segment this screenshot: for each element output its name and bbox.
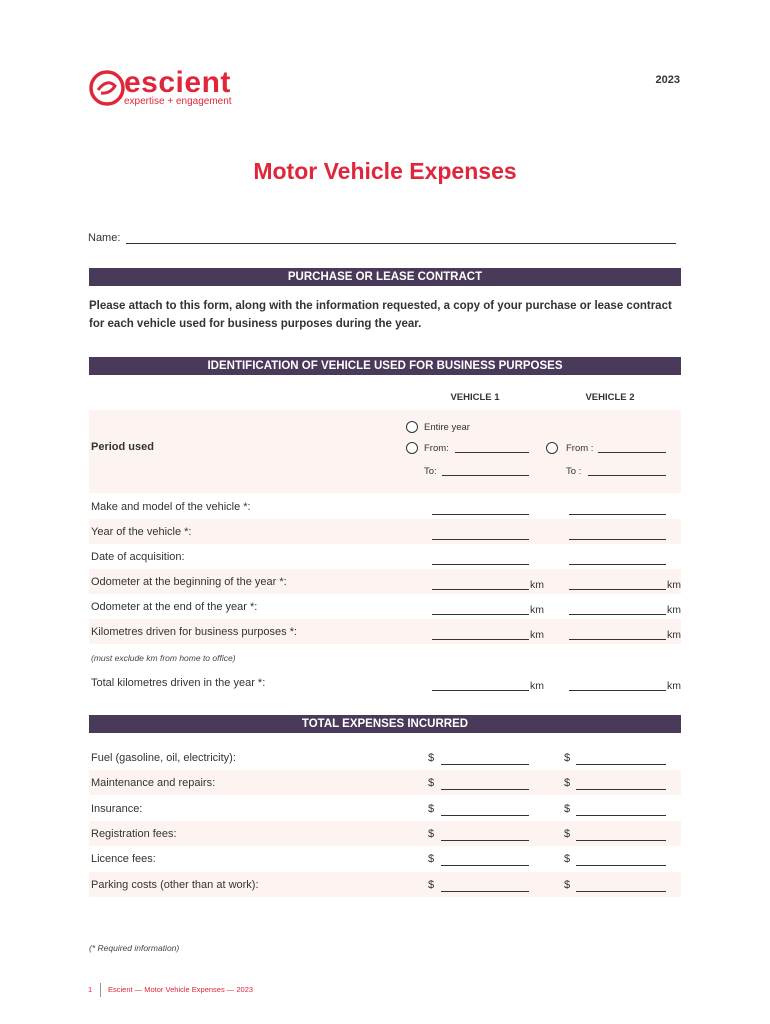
name-label: Name:	[88, 232, 121, 244]
vehicle2-currency-symbol: $	[564, 752, 571, 764]
vehicle1-currency-symbol: $	[428, 853, 435, 865]
vehicle-detail-label: Odometer at the end of the year *:	[91, 601, 258, 613]
vehicle2-detail-field[interactable]	[569, 539, 666, 540]
vehicle2-to-field[interactable]	[588, 475, 666, 476]
period-used-label: Period used	[91, 441, 154, 453]
entire-year-radio[interactable]	[406, 421, 418, 433]
purchase-instructions: Please attach to this form, along with the information requested, a copy of your purchase or lease contract for each vehicle used for business purposes during the year.	[89, 300, 672, 330]
vehicle-detail-label: Make and model of the vehicle *:	[91, 501, 251, 513]
vehicle1-detail-field[interactable]	[432, 589, 529, 590]
required-footnote: (* Required information)	[89, 943, 180, 953]
vehicle1-to-field[interactable]	[442, 475, 529, 476]
vehicle1-expense-field[interactable]	[441, 891, 529, 892]
vehicle2-detail-field[interactable]	[569, 564, 666, 565]
vehicle2-column-header: VEHICLE 2	[585, 392, 635, 403]
expense-label: Parking costs (other than at work):	[91, 879, 259, 891]
vehicle2-currency-symbol: $	[564, 777, 571, 789]
escient-logo-icon	[88, 68, 126, 108]
vehicle1-expense-field[interactable]	[441, 764, 529, 765]
expense-row	[89, 821, 681, 846]
vehicle1-detail-field[interactable]	[432, 564, 529, 565]
identification-section-heading: IDENTIFICATION OF VEHICLE USED FOR BUSINESS PURPOSES	[89, 357, 681, 375]
vehicle2-expense-field[interactable]	[576, 789, 666, 790]
brand-name: escient	[124, 66, 231, 99]
vehicle2-total-km-field[interactable]	[569, 690, 666, 691]
vehicle2-detail-unit: km	[667, 579, 681, 591]
vehicle-detail-label: Odometer at the beginning of the year *:	[91, 576, 287, 588]
vehicle2-detail-field[interactable]	[569, 614, 666, 615]
vehicle2-detail-unit: km	[667, 629, 681, 641]
vehicle2-from-radio[interactable]	[546, 442, 558, 454]
vehicle1-column-header: VEHICLE 1	[450, 392, 500, 403]
purchase-section-heading: PURCHASE OR LEASE CONTRACT	[89, 268, 681, 286]
vehicle2-detail-field[interactable]	[569, 639, 666, 640]
vehicle2-detail-field[interactable]	[569, 589, 666, 590]
brand-tagline: expertise + engagement	[124, 96, 232, 107]
vehicle1-to-label: To:	[424, 466, 437, 477]
vehicle-detail-label: Year of the vehicle *:	[91, 526, 192, 538]
vehicle2-expense-field[interactable]	[576, 815, 666, 816]
expense-row	[89, 796, 681, 821]
vehicle1-currency-symbol: $	[428, 777, 435, 789]
vehicle2-currency-symbol: $	[564, 879, 571, 891]
vehicle1-currency-symbol: $	[428, 752, 435, 764]
vehicle2-expense-field[interactable]	[576, 891, 666, 892]
vehicle2-from-field[interactable]	[598, 452, 666, 453]
expenses-section-heading: TOTAL EXPENSES INCURRED	[89, 715, 681, 733]
vehicle1-currency-symbol: $	[428, 803, 435, 815]
vehicle2-detail-unit: km	[667, 604, 681, 616]
vehicle2-expense-field[interactable]	[576, 865, 666, 866]
vehicle2-detail-field[interactable]	[569, 514, 666, 515]
exclusion-note: (must exclude km from home to office)	[91, 653, 236, 663]
vehicle1-currency-symbol: $	[428, 879, 435, 891]
vehicle1-expense-field[interactable]	[441, 815, 529, 816]
vehicle-detail-label: Date of acquisition:	[91, 551, 185, 563]
vehicle1-detail-field[interactable]	[432, 614, 529, 615]
vehicle-detail-label: Kilometres driven for business purposes *:	[91, 626, 298, 638]
total-km-label: Total kilometres driven in the year *:	[91, 677, 266, 689]
footer-text: Escient — Motor Vehicle Expenses — 2023	[108, 985, 254, 994]
vehicle1-detail-field[interactable]	[432, 639, 529, 640]
vehicle1-from-label: From:	[424, 443, 449, 454]
vehicle2-currency-symbol: $	[564, 803, 571, 815]
vehicle2-currency-symbol: $	[564, 828, 571, 840]
vehicle2-from-label: From :	[566, 443, 594, 454]
vehicle1-from-radio[interactable]	[406, 442, 418, 454]
vehicle1-detail-unit: km	[530, 579, 544, 591]
expense-row	[89, 846, 681, 871]
vehicle1-detail-field[interactable]	[432, 539, 529, 540]
entire-year-label: Entire year	[424, 422, 470, 433]
page-title: Motor Vehicle Expenses	[253, 158, 517, 184]
expense-label: Maintenance and repairs:	[91, 777, 216, 789]
footer-divider	[100, 983, 101, 997]
vehicle1-expense-field[interactable]	[441, 865, 529, 866]
expense-label: Insurance:	[91, 803, 143, 815]
vehicle1-detail-field[interactable]	[432, 514, 529, 515]
vehicle1-total-km-field[interactable]	[432, 690, 529, 691]
vehicle2-total-km-unit: km	[667, 680, 681, 692]
expense-label: Licence fees:	[91, 853, 156, 865]
vehicle1-expense-field[interactable]	[441, 789, 529, 790]
vehicle1-detail-unit: km	[530, 629, 544, 641]
expense-label: Fuel (gasoline, oil, electricity):	[91, 752, 236, 764]
vehicle2-expense-field[interactable]	[576, 764, 666, 765]
vehicle2-currency-symbol: $	[564, 853, 571, 865]
vehicle1-currency-symbol: $	[428, 828, 435, 840]
expense-label: Registration fees:	[91, 828, 177, 840]
vehicle1-expense-field[interactable]	[441, 840, 529, 841]
vehicle1-detail-unit: km	[530, 604, 544, 616]
vehicle2-expense-field[interactable]	[576, 840, 666, 841]
vehicle1-total-km-unit: km	[530, 680, 544, 692]
name-input-line[interactable]	[126, 243, 676, 244]
form-year: 2023	[655, 74, 680, 86]
vehicle2-to-label: To :	[566, 466, 582, 477]
vehicle1-from-field[interactable]	[455, 452, 529, 453]
footer-page-number: 1	[88, 985, 93, 994]
